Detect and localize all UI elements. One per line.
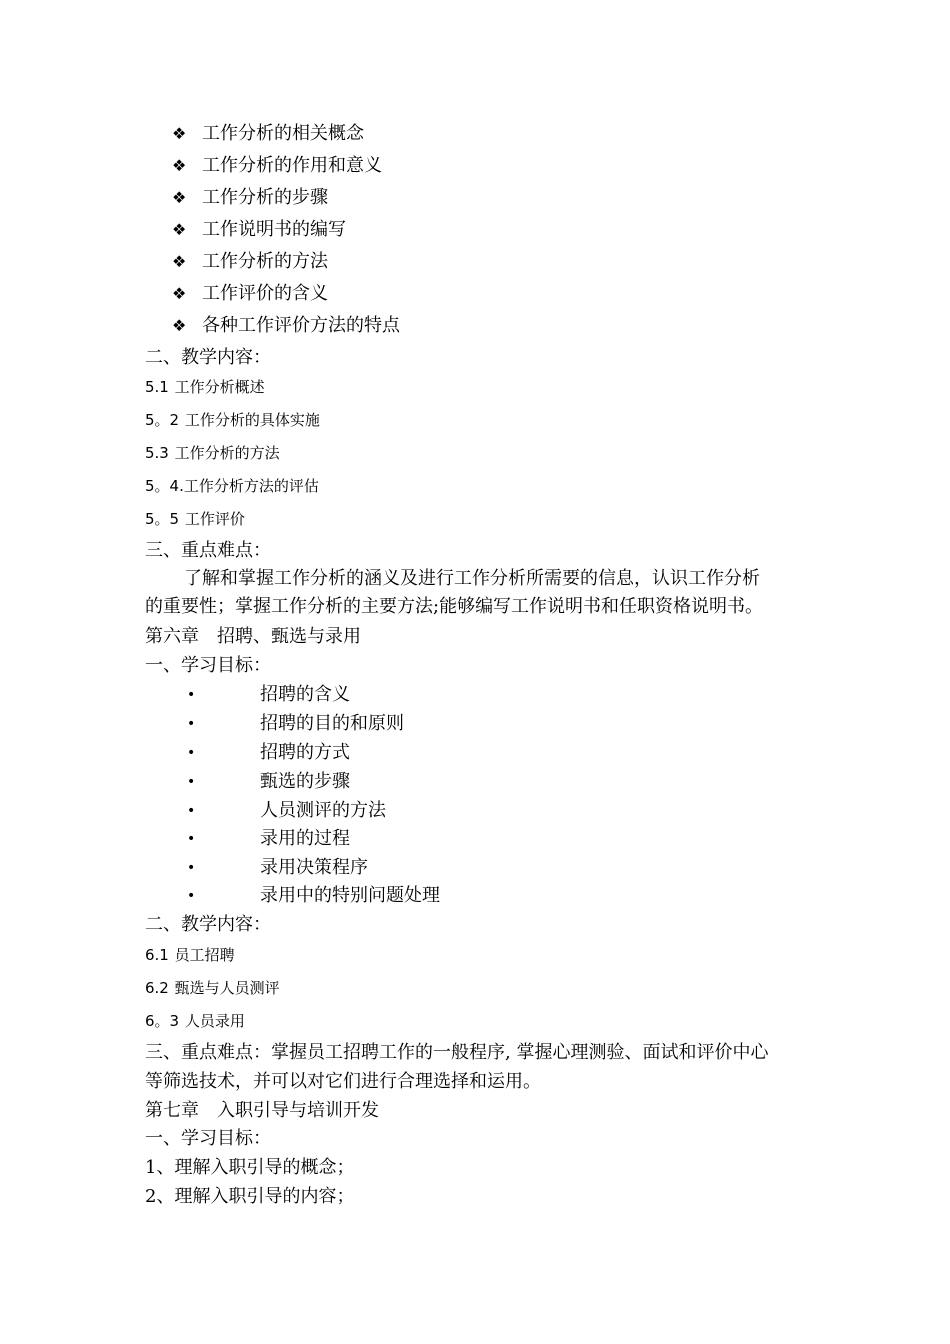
ch5-section-item: 5.1 工作分析概述 (145, 378, 265, 396)
ch6-title: 第六章 招聘、甄选与录用 (145, 626, 361, 647)
bullet-dot-icon: • (187, 687, 196, 703)
ch5-section-item: 5。4.工作分析方法的评估 (145, 477, 319, 495)
diamond-bullet-icon: ❖ (172, 220, 187, 239)
ch5-objective: 工作分析的作用和意义 (202, 155, 382, 176)
ch6-objective: 招聘的方式 (260, 742, 350, 763)
ch5-objective: 工作分析的方法 (202, 251, 328, 272)
ch6-objective: 录用的过程 (260, 828, 350, 849)
ch5-key-paragraph-line: 了解和掌握工作分析的涵义及进行工作分析所需要的信息，认识工作分析 (184, 568, 760, 589)
ch6-objectives-heading: 一、学习目标： (145, 655, 271, 676)
bullet-dot-icon: • (187, 803, 196, 819)
ch5-section-item: 5.3 工作分析的方法 (145, 444, 280, 462)
ch5-objective: 工作分析的步骤 (202, 187, 328, 208)
ch6-section-item: 6.1 员工招聘 (145, 946, 235, 964)
bullet-dot-icon: • (187, 831, 196, 847)
ch6-section-item: 6.2 甄选与人员测评 (145, 979, 280, 997)
diamond-bullet-icon: ❖ (172, 252, 187, 271)
ch6-objective: 招聘的含义 (260, 684, 350, 705)
ch5-key-heading: 三、重点难点： (145, 540, 271, 561)
ch5-key-paragraph-line: 的重要性；掌握工作分析的主要方法;能够编写工作说明书和任职资格说明书。 (145, 596, 764, 617)
ch7-objective-item: 1、理解入职引导的概念； (145, 1157, 355, 1178)
bullet-dot-icon: • (187, 716, 196, 732)
diamond-bullet-icon: ❖ (172, 284, 187, 303)
ch5-section-item: 5。5 工作评价 (145, 510, 245, 528)
ch7-title: 第七章 入职引导与培训开发 (145, 1100, 379, 1121)
ch6-objective: 甄选的步骤 (260, 771, 350, 792)
ch6-objective: 录用中的特别问题处理 (260, 885, 440, 906)
ch5-objective: 工作评价的含义 (202, 283, 328, 304)
ch5-content-heading: 二、教学内容： (145, 347, 271, 368)
ch6-section-item: 6。3 人员录用 (145, 1012, 245, 1030)
bullet-dot-icon: • (187, 888, 196, 904)
ch5-objective: 各种工作评价方法的特点 (202, 315, 400, 336)
diamond-bullet-icon: ❖ (172, 124, 187, 143)
ch6-key-paragraph-line: 三、重点难点：掌握员工招聘工作的一般程序, 掌握心理测验、面试和评价中心 (145, 1042, 769, 1063)
ch7-objective-item: 2、理解入职引导的内容； (145, 1186, 355, 1207)
ch7-objectives-heading: 一、学习目标： (145, 1128, 271, 1149)
diamond-bullet-icon: ❖ (172, 188, 187, 207)
diamond-bullet-icon: ❖ (172, 156, 187, 175)
bullet-dot-icon: • (187, 745, 196, 761)
ch6-key-paragraph-line: 等筛选技术，并可以对它们进行合理选择和运用。 (145, 1071, 541, 1092)
ch6-content-heading: 二、教学内容： (145, 914, 271, 935)
ch6-objective: 招聘的目的和原则 (260, 713, 404, 734)
bullet-dot-icon: • (187, 860, 196, 876)
ch5-objective: 工作分析的相关概念 (202, 123, 364, 144)
ch5-section-item: 5。2 工作分析的具体实施 (145, 411, 320, 429)
ch6-objective: 录用决策程序 (260, 857, 368, 878)
diamond-bullet-icon: ❖ (172, 316, 187, 335)
ch6-objective: 人员测评的方法 (260, 800, 386, 821)
bullet-dot-icon: • (187, 774, 196, 790)
ch5-objective: 工作说明书的编写 (202, 219, 346, 240)
